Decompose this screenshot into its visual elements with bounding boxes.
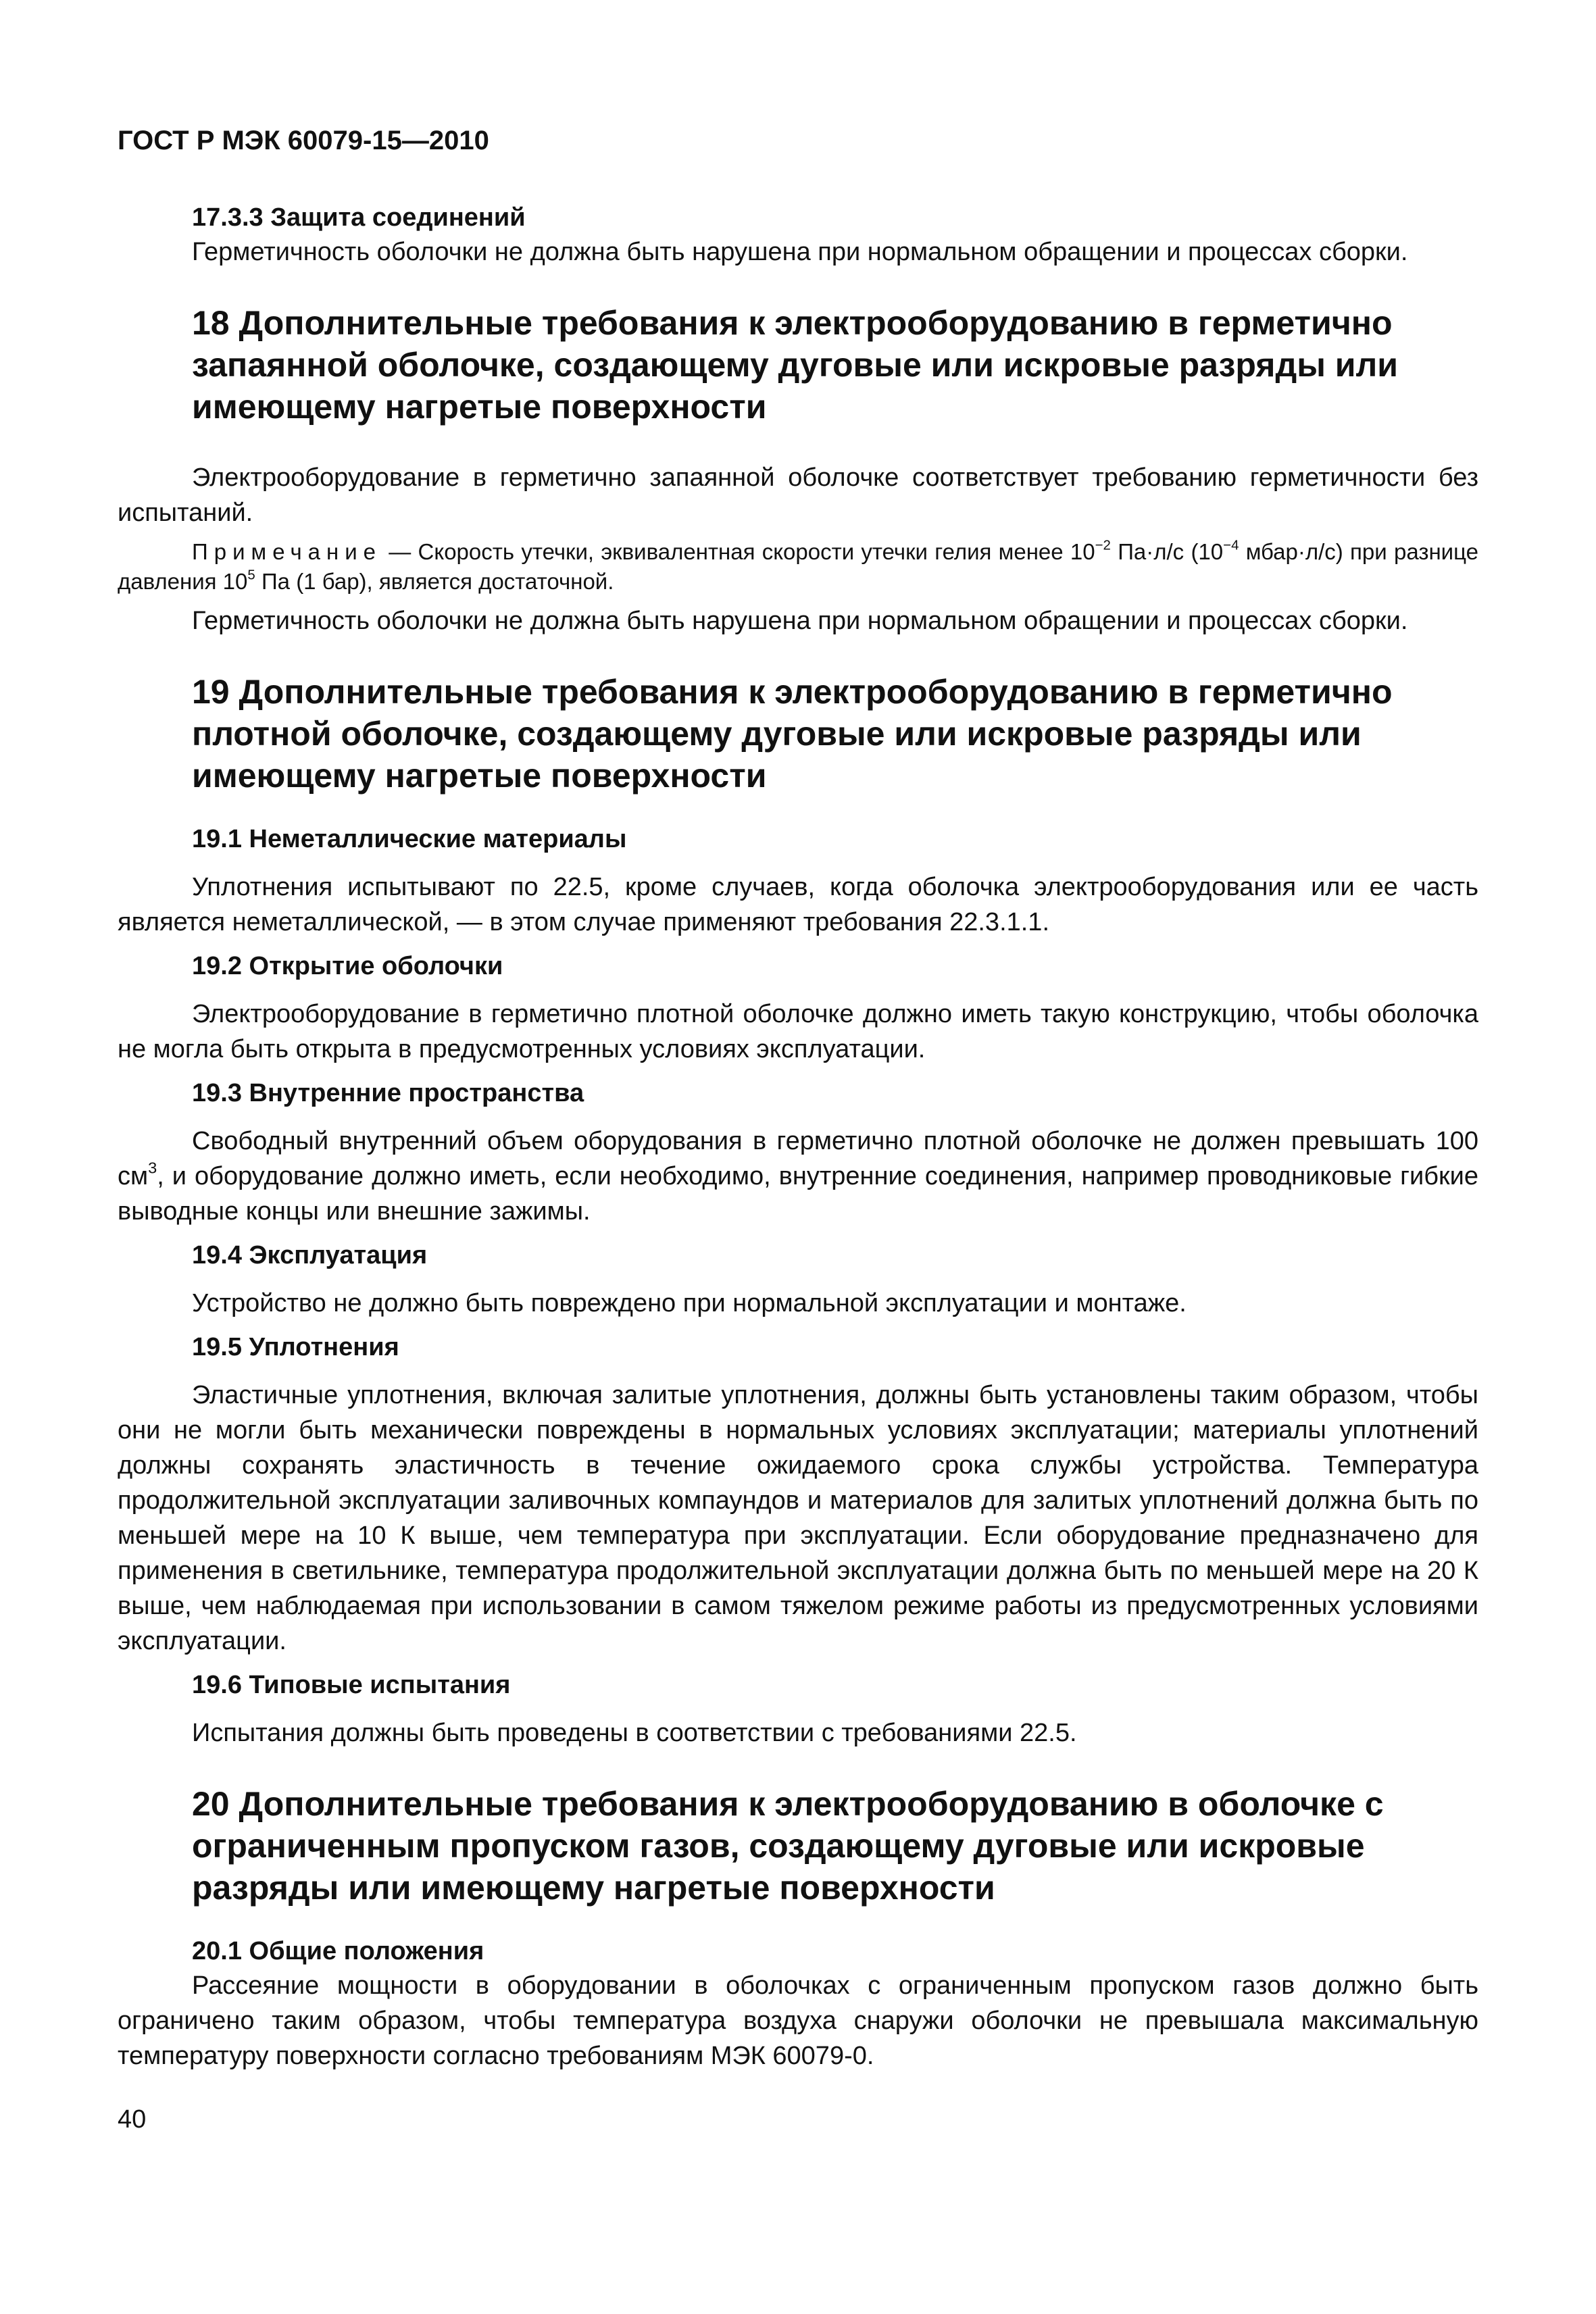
note-lead: Примечание bbox=[192, 539, 382, 564]
section-20-title: 20 Дополнительные требования к электрооборудованию в оболочке с ограниченным пропуском газов, создающему дуговые или искровые разряды или имеющему нагретые поверхности bbox=[192, 1785, 1384, 1907]
subsection-19-1-title: 19.1 Неметаллические материалы bbox=[192, 825, 627, 853]
subsection-19-3-text-a: Свободный внутренний объем оборудования в герметично плотной оболочке не должен превышать 100 см bbox=[118, 1127, 1478, 1190]
section-18-paragraph-1: Электрооборудование в герметично запаянной оболочке соответствует требованию герметичности без испытаний. bbox=[118, 463, 1478, 527]
subsection-19-3-title: 19.3 Внутренние пространства bbox=[192, 1079, 584, 1107]
subsection-19-2-text: Электрооборудование в герметично плотной оболочке должно иметь такую конструкцию, чтобы оболочка не могла быть открыта в предусмотренных условиях эксплуатации. bbox=[118, 1000, 1478, 1063]
section-18-paragraph-2: Герметичность оболочки не должна быть нарушена при нормальном обращении и процессах сборки. bbox=[192, 607, 1408, 635]
subsection-19-6-title: 19.6 Типовые испытания bbox=[192, 1671, 511, 1699]
note-exponent-1: −2 bbox=[1095, 537, 1111, 553]
section-18-title: 18 Дополнительные требования к электрооборудованию в герметично запаянной оболочке, создающему дуговые или искровые разряды или имеющему нагретые поверхности bbox=[192, 304, 1399, 426]
subsection-19-4-text: Устройство не должно быть повреждено при нормальной эксплуатации и монтаже. bbox=[192, 1289, 1187, 1317]
note-part-d: Па (1 бар), является достаточной. bbox=[255, 569, 614, 594]
note-part-a: — Скорость утечки, эквивалентная скорости утечки гелия менее 10 bbox=[382, 539, 1095, 564]
document-header: ГОСТ Р МЭК 60079-15—2010 bbox=[118, 126, 489, 155]
section-19-title: 19 Дополнительные требования к электрооборудованию в герметично плотной оболочке, создающему дуговые или искровые разряды или имеющему нагретые поверхности bbox=[192, 673, 1393, 795]
subsection-19-4-title: 19.4 Эксплуатация bbox=[192, 1241, 428, 1269]
note-exponent-2: −4 bbox=[1223, 537, 1239, 553]
subsection-20-1-title: 20.1 Общие положения bbox=[192, 1937, 484, 1965]
subsection-19-3-text-b: , и оборудование должно иметь, если необходимо, внутренние соединения, например проводниковые гибкие выводные концы или внешние зажимы. bbox=[118, 1162, 1478, 1226]
subsection-19-6-text: Испытания должны быть проведены в соответствии с требованиями 22.5. bbox=[192, 1719, 1077, 1747]
subsection-19-1-text: Уплотнения испытывают по 22.5, кроме случаев, когда оболочка электрооборудования или ее часть является неметаллической, — в этом случае применяют требования 22.3.1.1. bbox=[118, 873, 1478, 936]
note-part-c: мбар·л/с) при разнице давления 10 bbox=[118, 539, 1478, 594]
volume-exponent: 3 bbox=[148, 1159, 157, 1177]
subsection-19-2-title: 19.2 Открытие оболочки bbox=[192, 952, 503, 980]
subsection-19-5-text: Эластичные уплотнения, включая залитые уплотнения, должны быть установлены таким образом, чтобы они не могли быть механически повреждены в нормальных условиях эксплуатации; материалы уплотнений должны сохранять эластичность в течение ожидаемого срока службы устройства. Температура продолжительной эксплуатации заливочных компаундов и материалов для залитых уплотнений должна быть по меньшей мере на 10 К выше, чем температура при эксплуатации. Если оборудование предназначено для применения в светильнике, температура продолжительной эксплуатации должна быть по меньшей мере на 20 К выше, чем наблюдаемая при использовании в самом тяжелом режиме работы из предусмотренных условиями эксплуатации. bbox=[118, 1381, 1478, 1655]
section-18-note bbox=[118, 537, 1478, 597]
subsection-17-3-3-text: Герметичность оболочки не должна быть нарушена при нормальном обращении и процессах сборки. bbox=[192, 238, 1408, 266]
subsection-20-1-text: Рассеяние мощности в оборудовании в оболочках с ограниченным пропуском газов должно быть ограничено таким образом, чтобы температура воздуха снаружи оболочки не превышала максимальную температуру поверхности согласно требованиям МЭК 60079-0. bbox=[118, 1971, 1478, 2070]
subsection-17-3-3-title: 17.3.3 Защита соединений bbox=[192, 203, 526, 232]
page-number: 40 bbox=[118, 2105, 147, 2134]
note-exponent-3: 5 bbox=[247, 567, 255, 583]
subsection-19-3-text bbox=[118, 1124, 1478, 1229]
note-part-b: Па·л/с (10 bbox=[1110, 539, 1224, 564]
subsection-19-5-title: 19.5 Уплотнения bbox=[192, 1333, 399, 1361]
